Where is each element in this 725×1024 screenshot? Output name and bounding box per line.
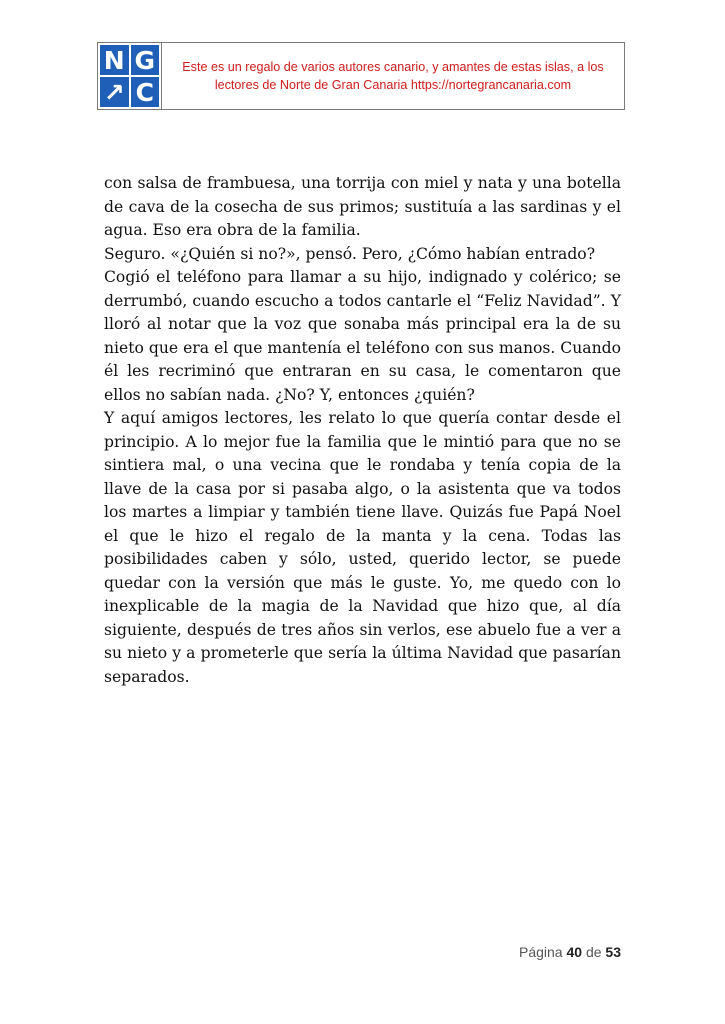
body-text <box>104 172 621 689</box>
page-header <box>97 42 625 110</box>
logo-letter-n: N <box>100 45 129 75</box>
page-footer <box>519 944 621 960</box>
paragraph: Cogió el teléfono para llamar a su hijo, indignado y colérico; se derrumbó, cuando escucho a todos cantarle el “Feliz Navidad”. Y lloró al notar que la voz que sonaba más principal era la de su nieto que era el que mantenía el teléfono con sus manos. Cuando él les recriminó que entraran en su casa, le comentaron que ellos no sabían nada. ¿No? Y, entonces ¿quién? <box>104 268 621 404</box>
page-sep: de <box>585 944 602 960</box>
logo-arrow-icon: ↗ <box>100 77 129 107</box>
page-total: 53 <box>605 944 621 960</box>
page-current: 40 <box>566 944 583 960</box>
header-line-2: lectores de Norte de Gran Canaria https://nortegrancanaria.com <box>214 78 572 92</box>
header-line-1: Este es un regalo de varios autores canario, y amantes de estas islas, a los <box>182 60 604 74</box>
paragraph: Seguro. «¿Quién si no?», pensó. Pero, ¿Cómo habían entrado? <box>104 244 596 263</box>
paragraph: Y aquí amigos lectores, les relato lo que quería contar desde el principio. A lo mejor fue la familia que le mintió para que no se sintiera mal, o una vecina que le rondaba y tenía copia de la llave de la casa por si pasaba algo, o la asistenta que va todos los martes a limpiar y también tiene llave. Quizás fue Papá Noel el que le hizo el regalo de la manta y la cena. Todas las posibilidades caben y sólo, usted, querido lector, se puede quedar con la versión que más le guste. Yo, me quedo con lo inexplicable de la magia de la Navidad que hizo que, al día siguiente, después de tres años sin verlos, ese abuelo fue a ver a su nieto y a prometerle que sería la última Navidad que pasarían separados. <box>104 409 621 686</box>
logo-letter-g: G <box>131 45 160 75</box>
logo-letter-c: C <box>131 77 160 107</box>
page-label: Página <box>519 944 563 960</box>
ngc-logo <box>98 43 162 109</box>
paragraph: con salsa de frambuesa, una torrija con miel y nata y una botella de cava de la cosecha de sus primos; sustituía a las sardinas y el agua. Eso era obra de la familia. <box>104 174 621 239</box>
header-text <box>162 43 624 109</box>
